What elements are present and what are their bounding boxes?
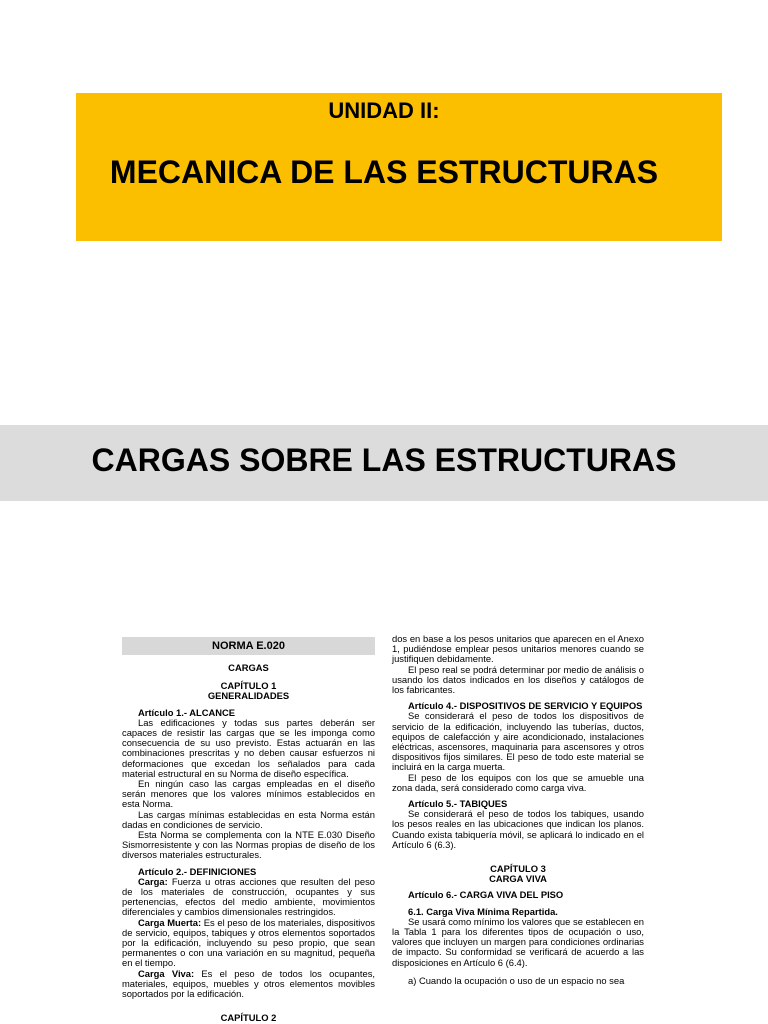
article-4-paragraph: El peso de los equipos con los que se amueble una zona dada, será considerado como carga viva. — [392, 771, 644, 793]
article-1-paragraph: Las cargas mínimas establecidas en esta Norma están dadas en condiciones de servicio. — [122, 808, 375, 830]
definition-carga-viva — [122, 969, 375, 1000]
definition-carga — [122, 877, 375, 918]
definition-text: Fuerza u otras acciones que resulten del peso de los materiales de construcción, ocupantes y sus pertenencias, efectos del medio ambiente, movimientos diferenciales y cambios dimensionales restringidos. — [122, 875, 375, 918]
chapter-1-label: CAPÍTULO 1 — [220, 680, 277, 692]
section-title: CARGAS SOBRE LAS ESTRUCTURAS — [91, 442, 677, 478]
chapter-1-title: GENERALIDADES — [207, 690, 290, 702]
definition-term: Carga Viva: — [138, 967, 195, 979]
article-5-heading: Artículo 5.- TABIQUES — [408, 798, 508, 810]
definition-text: Es el peso de los materiales, dispositivos de servicio, equipos, tabiques y otros elementos soportados por la edificación, incluyendo su peso propio, que sean permanentes o con una variación en su magnitud, pequeña en el tiempo. — [122, 916, 375, 969]
unit-title: MECANICA DE LAS ESTRUCTURAS — [109, 154, 659, 190]
continued-paragraph: dos en base a los pesos unitarios que aparecen en el Anexo 1, pudiéndose emplear pesos unitarios menores cuando se justifiquen debidamente. — [392, 633, 644, 665]
definition-term: Carga Muerta: — [138, 916, 202, 928]
article-1-paragraph: En ningún caso las cargas empleadas en el diseño serán menores que los valores mínimos establecidos en esta Norma. — [122, 778, 375, 810]
article-4-paragraph: Se considerará el peso de todos los dispositivos de servicio de la edificación, incluyendo las tuberías, ductos, equipos de calefacción y aire acondicionado, instalaciones eléctricas, ascensores, maquinaria para ascensores y otros dispositivos fijos similares. El peso de todo este material se incluirá en la carga muerta. — [392, 710, 644, 773]
chapter-3-title: CARGA VIVA — [489, 873, 547, 885]
article-1-paragraph: Esta Norma se complementa con la NTE E.030 Diseño Sismorresistente y con las Normas propias de diseño de los diversos materiales estructurales. — [122, 829, 375, 861]
article-1-heading: Artículo 1.- ALCANCE — [138, 706, 236, 718]
definition-carga-muerta — [122, 918, 375, 969]
article-6-1-item-a: a) Cuando la ocupación o uso de un espacio no sea — [408, 974, 625, 986]
article-5-paragraph: Se considerará el peso de todos los tabiques, usando los pesos reales en las ubicaciones que indican los planos. Cuando exista tabiquería móvil, se aplicará lo indicado en el Artículo 6 (6.3). — [392, 808, 644, 850]
article-4-heading: Artículo 4.- DISPOSITIVOS DE SERVICIO Y EQUIPOS — [408, 700, 643, 712]
chapter-2-label: CAPÍTULO 2 — [220, 1012, 277, 1024]
article-6-1-paragraph: Se usará como mínimo los valores que se establecen en la Tabla 1 para los diferentes tipos de ocupación o uso, valores que incluyen un margen para condiciones ordinarias de impacto. Su conformidad se verificará de acuerdo a las disposiciones en Artículo 6 (6.4). — [392, 915, 644, 968]
subject-title: CARGAS — [228, 662, 269, 673]
document-left-column — [122, 637, 375, 1024]
chapter-3-label: CAPÍTULO 3 — [490, 863, 546, 875]
document-right-column — [392, 634, 644, 986]
article-6-heading: Artículo 6.- CARGA VIVA DEL PISO — [408, 889, 564, 901]
article-2-heading: Artículo 2.- DEFINICIONES — [138, 865, 257, 877]
article-6-1-heading: 6.1. Carga Viva Mínima Repartida. — [408, 905, 558, 917]
definition-term: Carga: — [138, 875, 168, 887]
unit-label: UNIDAD II: — [328, 98, 440, 123]
definition-text: Es el peso de todos los ocupantes, materiales, equipos, muebles y otros elementos movibles soportados por la edificación. — [122, 967, 376, 1000]
norma-title: NORMA E.020 — [122, 637, 375, 655]
continued-paragraph: El peso real se podrá determinar por medio de análisis o usando los datos indicados en los diseños y catálogos de los fabricantes. — [392, 663, 644, 696]
article-1-paragraph: Las edificaciones y todas sus partes deberán ser capaces de resistir las cargas que se les imponga como consecuencia de su uso previsto. Estas actuarán en las combinaciones prescritas y no deben causar esfuerzos ni deformaciones que excedan los señalados para cada material estructural en su Norma de diseño específica. — [122, 716, 375, 779]
